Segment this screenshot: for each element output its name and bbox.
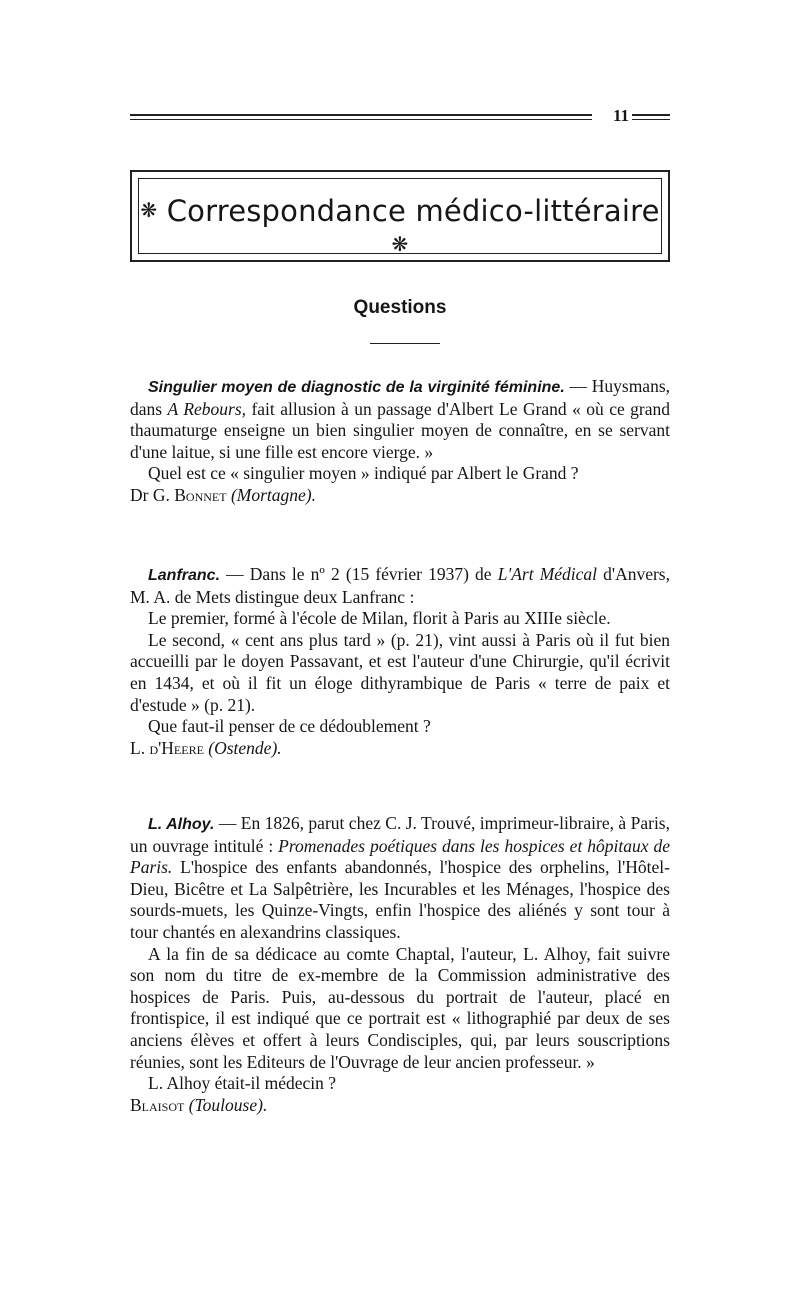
running-head xyxy=(130,108,670,130)
section-title-text: Correspondance médico-littéraire xyxy=(166,194,660,228)
book-title: A Rebours, xyxy=(167,398,247,419)
work-title: Promenades poétiques dans les hospices et hôpitaux de Paris. xyxy=(130,835,670,878)
signature-place: (Mortagne). xyxy=(230,484,317,505)
question-paragraph: Singulier moyen de diagnostic de la virginité féminine. — Huysmans, dans A Rebours, fait allusion à un passage d'Albert Le Grand « où ce grand thaumaturge enseigne un bien singulier moyen de connaître, en se servant d'une laitue, si une fille est encore vierge. » xyxy=(130,376,671,462)
question-paragraph: L. Alhoy était-il médecin ? xyxy=(148,1073,337,1094)
question-paragraph: Quel est ce « singulier moyen » indiqué par Albert le Grand ? xyxy=(148,463,579,484)
signature-place: (Toulouse). xyxy=(188,1094,268,1115)
question-virginite xyxy=(130,376,670,507)
double-rule-left xyxy=(130,114,592,120)
question-lanfranc xyxy=(130,564,670,759)
question-lead: Singulier moyen de diagnostic de la virginité féminine. xyxy=(148,379,565,396)
question-paragraph: A la fin de sa dédicace au comte Chaptal, l'auteur, L. Alhoy, fait suivre son nom du titre de ex-membre de la Commission administrative des hospices de Paris. Puis, au-dessous du portrait de l'auteur, placé en frontispice, il est indiqué que ce portrait est « lithographié par deux de ses anciens élèves et offert à leurs Condisciples, qui, par leurs souscriptions réunies, sont les Editeurs de l'Ouvrage de leur ancien professeur. » xyxy=(130,943,670,1072)
double-rule-right xyxy=(632,114,670,120)
journal-title: L'Art Médical xyxy=(497,564,598,584)
signature xyxy=(130,1095,670,1117)
question-paragraph: Que faut-il penser de ce dédoublement ? xyxy=(148,716,431,737)
page-number: 11 xyxy=(612,106,630,125)
question-paragraph: L. Alhoy. — En 1826, parut chez C. J. Trouvé, imprimeur-libraire, à Paris, un ouvrage intitulé : Promenades poétiques dans les hospices et hôpitaux de Paris. L'hospice des enfants abandonnés, l'hospice des orphelins, l'Hôtel-Dieu, Bicêtre et La Salpêtrière, les Incurables et les Ménages, l'hospice des sourds-muets, les Quinze-Vingts, enfin l'hospice des aliénés y sont tour à tour chantés en alexandrins classiques. xyxy=(130,813,670,942)
question-paragraph: Lanfranc. — Dans le nº 2 (15 février 1937) de L'Art Médical d'Anvers, M. A. de Mets distingue deux Lanfranc : xyxy=(130,564,670,607)
question-paragraph: Le premier, formé à l'école de Milan, florit à Paris au XIIIe siècle. xyxy=(148,608,611,629)
signature-name: d'Heere xyxy=(149,737,204,758)
question-alhoy xyxy=(130,813,670,1116)
section-title xyxy=(132,194,668,262)
ornament-right-icon: ❋ xyxy=(391,232,409,256)
signature: L. d'Heere (Ostende). xyxy=(130,737,282,758)
ornament-left-icon: ❋ xyxy=(140,198,158,222)
questions-heading: Questions xyxy=(353,297,447,318)
signature-place: (Ostende). xyxy=(208,737,282,758)
question-lead: Lanfranc. xyxy=(148,567,221,584)
question-paragraph: Le second, « cent ans plus tard » (p. 21), vint aussi à Paris où il fut bien accueilli par le doyen Passavant, et est l'auteur d'une Chirurgie, qu'il écrivit en 1434, et où il fit un éloge dithyrambique de Paris « terre de paix et d'estude » (p. 21). xyxy=(130,629,670,715)
signature-name: Blaisot xyxy=(130,1094,185,1115)
signature: Dr G. Bonnet (Mortagne). xyxy=(130,484,317,505)
question-lead: L. Alhoy. xyxy=(148,816,215,833)
signature-name: Bonnet xyxy=(174,484,227,505)
heading-rule xyxy=(370,343,440,344)
title-frame xyxy=(130,170,670,262)
